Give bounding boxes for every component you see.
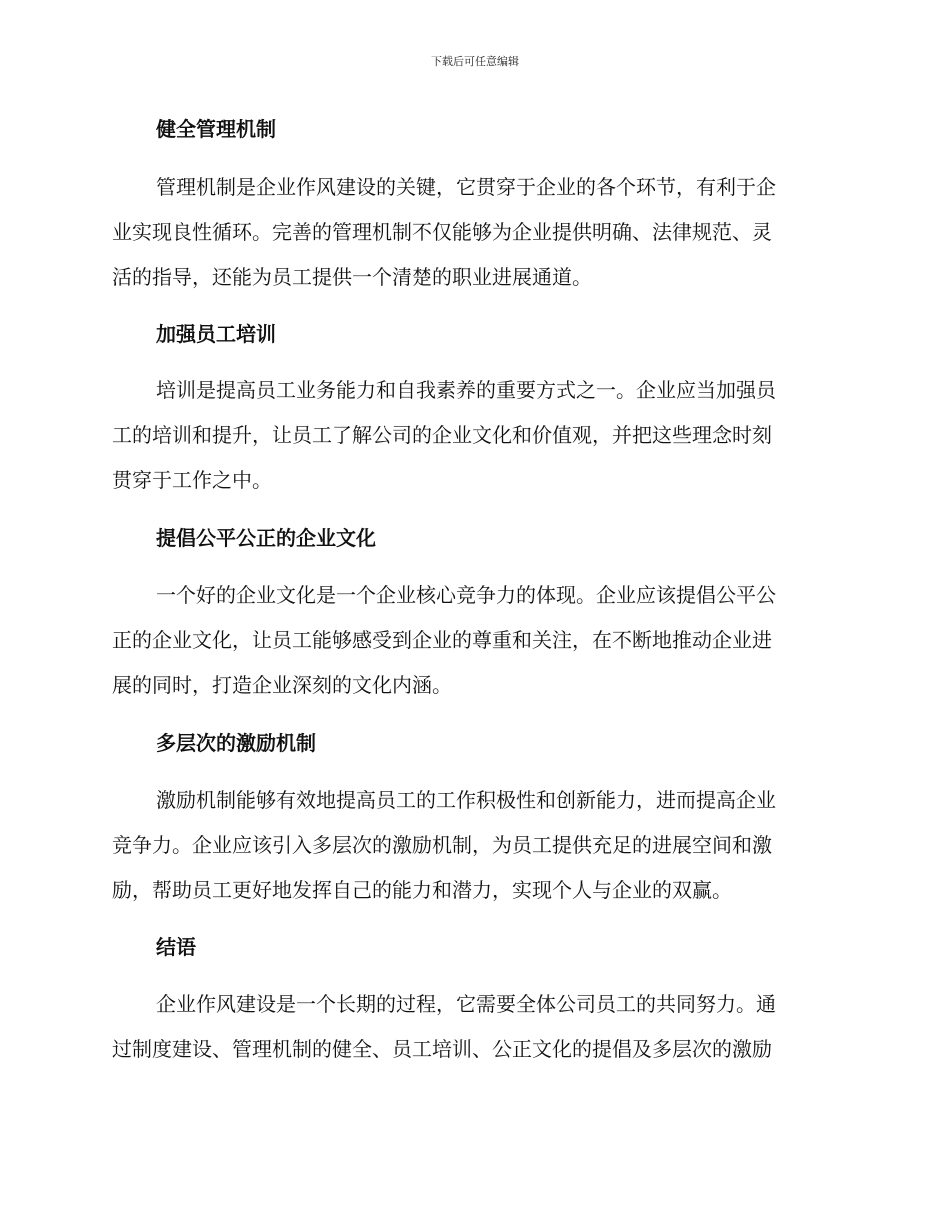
paragraph-line: 管理机制是企业作风建设的关键，它贯穿于企业的各个环节，有利于企 [156,175,776,199]
paragraph-line: 励，帮助员工更好地发挥自己的能力和潜力，实现个人与企业的双赢。 [112,878,732,902]
paragraph-line: 企业作风建设是一个长期的过程，它需要全体公司员工的共同努力。通 [156,992,776,1016]
section-paragraph-training [112,368,776,503]
section-heading-culture: 提倡公平公正的企业文化 [156,526,376,550]
paragraph-line: 培训是提高员工业务能力和自我素养的重要方式之一。企业应当加强员 [156,378,776,402]
paragraph-line: 一个好的企业文化是一个企业核心竞争力的体现。企业应该提倡公平公 [156,583,776,607]
section-heading-conclusion: 结语 [156,935,196,959]
section-paragraph-conclusion [112,982,776,1072]
section-paragraph-incentive [112,778,776,913]
paragraph-line: 过制度建设、管理机制的健全、员工培训、公正文化的提倡及多层次的激励 [112,1037,772,1061]
page-header: 下载后可任意编辑 [431,55,519,68]
paragraph-line: 展的同时，打造企业深刻的文化内涵。 [112,673,452,697]
paragraph-line: 贯穿于工作之中。 [112,468,272,492]
paragraph-line: 正的企业文化，让员工能够感受到企业的尊重和关注，在不断地推动企业进 [112,628,772,652]
section-heading-training: 加强员工培训 [156,322,276,346]
paragraph-line: 激励机制能够有效地提高员工的工作积极性和创新能力，进而提高企业 [156,788,776,812]
section-paragraph-management [112,165,776,300]
section-heading-incentive: 多层次的激励机制 [156,731,316,755]
paragraph-line: 工的培训和提升，让员工了解公司的企业文化和价值观，并把这些理念时刻 [112,423,772,447]
section-heading-management: 健全管理机制 [156,117,276,141]
paragraph-line: 业实现良性循环。完善的管理机制不仅能够为企业提供明确、法律规范、灵 [112,220,772,244]
paragraph-line: 竞争力。企业应该引入多层次的激励机制，为员工提供充足的进展空间和激 [112,833,772,857]
section-paragraph-culture [112,573,776,708]
paragraph-line: 活的指导，还能为员工提供一个清楚的职业进展通道。 [112,265,592,289]
